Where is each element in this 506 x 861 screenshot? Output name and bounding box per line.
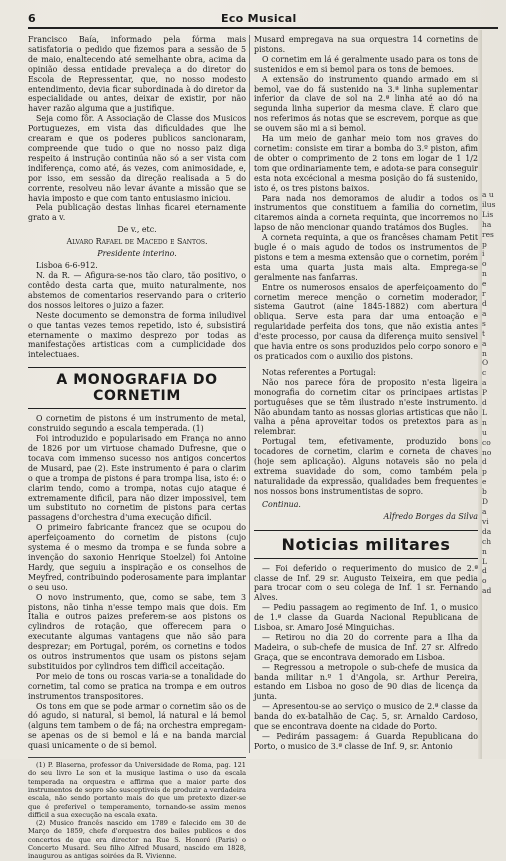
edge-fragment: o — [482, 576, 487, 586]
signature-role: Presidente interino. — [97, 249, 177, 259]
edge-fragment: p — [482, 239, 487, 249]
edge-fragment: a — [482, 507, 487, 516]
article-paragraph: A corneta requinta, a que os francêses chamam Petit bugle é o mais agudo de todos os instrumentos de pistons e tem a mesma extensão que o cornetim, porém esta uma quarta justa mais alta. Emprega-se geralmente nas fanfarras. — [254, 233, 478, 282]
edge-fragment: a — [482, 378, 487, 388]
edge-fragment: i — [482, 249, 485, 259]
article-paragraph: Entre os numerosos ensaios de aperfeiçoamento do cornetim merece menção o cornetim moderador, sistema Gautrot (aine 1845-1882) com abertura obliqua. Serve esta para dar uma entoação e regularidade perfeita dos tons, que não existia antes d'este processo, por causa da diferença muito sensivel que havia entre os sons produzidos pelo corpo sonoro e os praticados com o auxilio dos pistons. — [254, 282, 478, 361]
intro-paragraph: Seja como fôr. A Associação de Classe dos Musicos Portuguezes, em vista das dificuldades que lhe crearam e que os poderes publicos sancionaram, compreende que tudo o que no nosso paiz diga respeito á instrução continúa não só a ser vista com indiferença, como até, ás vezes, com animosidade, e, por isso, em sessão da direção realisada a 5 do corrente, resolveu não levar ávante a missão que se havia imposto e que com tanto entusiasmo iniciou. — [28, 114, 246, 203]
news-item: — Pedirám passagem: á Guarda Republicana do Porto, o musico de 3.ª classe de Inf. 9, sr. Antonio — [254, 732, 478, 751]
notes-paragraph: Portugal tem, efetivamente, produzido bons tocadores de cornetim, clarim e corneta de chaves (hoje sem aplicação). Alguns notaveis são no pela extrema suavidade do som, como também pela naturalidade da expressão, qualidades bem frequentes nos nossos bons instrumentistas de sopro. — [254, 437, 478, 496]
adjacent-page-edge — [482, 190, 506, 750]
edge-fragment: d — [482, 457, 487, 467]
place-date: Lisboa 6-6-912. — [36, 261, 98, 271]
article-paragraph: Ha um meio de ganhar meio tom nos graves do cornetim: consiste em tirar a bomba do 3.º piston, afim de obter o comprimento de 2 tons em logar de 1 1/2 tom que ordinariamente tem, e adota-se para conseguir esta nota excécional a mesma posição do fá sustenido, isto é, os tres pistons baixos. — [254, 134, 478, 193]
footnote: (1) P. Blaserna, professor da Universidade de Roma, pag. 121 do seu livro Le son et la musique lastima o uso da escala temperada na orquestra e affirma que a maior parte dos instrumentos de sopro são susceptiveis de produzir a verdadeira escala, não sendo portanto mais do que um pretexto dizer-se que é preferivel o temperamento, tornando-se assim menos difficil a sua execução na escala exata. — [28, 761, 246, 819]
edge-fragment: p — [482, 467, 487, 477]
news-item: — Apresentou-se ao serviço o musico de 2.ª classe da banda do ex-batalhão de Caç. 5, sr. Arnaldo Cardoso, que se encontrava doente na cidade do Porto. — [254, 702, 478, 732]
edge-fragment: t — [482, 328, 486, 338]
edge-fragment: a u — [482, 190, 494, 199]
article-paragraph: O cornetim de pistons é um instrumento de metal, construido segundo a escala temperada. (1) — [28, 414, 246, 434]
edge-fragment: u — [482, 427, 487, 437]
edge-fragment: r — [482, 289, 486, 299]
notes-paragraph: Não nos parece fóra de proposito n'esta ligeira monografia do cornetim citar os principaes artistas portuguêses que se têm ilustrado n'este instrumento. Não abundam tanto as nossas glorias artisticas que não valha a pêna aproveitar todos os pretextos para as relembrar. — [254, 377, 478, 437]
news-item: — Foi deferido o requerimento do musico de 2.ª classe de Inf. 29 sr. Augusto Teixeira, em que pedia para trocar com o seu colega de Inf. 1 sr. Fernando Alves. — [254, 563, 478, 603]
edge-fragment: da — [482, 526, 492, 536]
edge-fragment: n — [482, 348, 487, 358]
intro-paragraph: Pela publicação destas linhas ficarei eternamente grato a v. — [28, 203, 246, 223]
column-divider — [249, 35, 250, 753]
edge-fragment: d — [482, 398, 487, 408]
footnote: (2) Musico francês nascido em 1789 e falecido em 30 de Março de 1859, chefe d'orquestra dos bailes publicos e dos concertos de que era director na Rue S. Honoré (Paris) o Concerto Musard. Seu filho Alfred Musard, nascido em 1828, inaugurou as antigas soirées da R. Vivienne. — [28, 819, 246, 861]
edge-fragment: o — [482, 259, 487, 269]
edge-fragment: a — [482, 308, 487, 318]
header-rule — [28, 27, 498, 29]
editor-note: N. da R. — Afigura-se-nos tão claro, tão positivo, o contêdo desta carta que, muito naturalmente, nos abstemos de comentarios reservando para o criterio dos nossos leitores o juizo a fazer. — [28, 271, 246, 310]
left-column — [28, 35, 246, 861]
edge-fragment: L — [482, 556, 487, 566]
edge-fragment: d — [482, 298, 487, 308]
continua-label: Continua. — [262, 499, 301, 509]
edge-fragment: ad — [482, 586, 492, 596]
edge-fragment: e — [482, 279, 487, 289]
edge-fragment: O — [482, 358, 489, 368]
article-paragraph: A extensão do instrumento quando armado em si bemol, vae do fá sustenido na 3.ª linha suplementar inferior da clave de sol na 2.ª linha até ao dó na segunda linha superior da mesma clave. É claro que nos referimos ás notas que se escrevem, porque as que se ouvem são mi a si bemol. — [254, 74, 478, 134]
edge-fragment: e — [482, 477, 487, 487]
news-item: — Regressou a metropole o sub-chefe de musica da banda militar n.º 1 d'Angola, sr. Arthur Pereira, estando em Lisboa no goso de 90 dias de licença da junta. — [254, 662, 478, 702]
section-title-monografia: A MONOGRAFIA DO CORNETIM — [28, 367, 246, 409]
article-paragraph: Os tons em que se pode armar o cornetim são os de dó agudo, si natural, si bemol, lá natural e lá bemol (alguns tem tambem o de fá; na orchestra empregam-se apenas os de si bemol e lá e na banda marcial quasi unicamente o de si bemol. — [28, 701, 246, 751]
edge-fragment: n — [482, 417, 487, 427]
edge-fragment: Lis — [482, 209, 494, 219]
article-paragraph: Por meio de tons ou roscas varia-se a tonalidade do cornetim, tal como se pratica na trompa e em outros instrumentos transpositores. — [28, 671, 246, 701]
edge-fragment: no — [482, 447, 492, 457]
editor-note: Neste documento se demonstra de forma iniludivel o que tantas vezes temos repetido, isto é, subsistirá eternamente o maximo desprezo por todas as manifestações artisticas com a cumplicidade dos intelectuaes. — [28, 310, 246, 360]
letter-closing: De v., etc. — [117, 225, 157, 235]
notes-heading: Notas referentes a Portugal: — [262, 367, 376, 377]
news-item: — Pediu passagem ao regimento de Inf. 1, o musico de 1.ª classe da Guarda Nacional Republicana de Lisboa, sr. Amaro José Minguichas. — [254, 603, 478, 633]
edge-fragment: co — [482, 437, 491, 447]
edge-fragment: d — [482, 566, 487, 576]
letter-signature: Alvaro Rafael de Macedo e Santos. — [66, 237, 208, 247]
edge-fragment: c — [482, 368, 487, 378]
edge-fragment: s — [482, 318, 486, 328]
right-column — [254, 35, 478, 755]
edge-fragment: D — [482, 497, 489, 507]
edge-fragment: ha — [482, 219, 492, 229]
article-paragraph: Musard empregava na sua orquestra 14 cornetins de pistons. — [254, 35, 478, 54]
edge-fragment: res — [482, 229, 494, 239]
edge-fragment: ilus — [482, 199, 496, 209]
news-item: — Retirou no dia 20 do corrente para a Ilha da Madeira, o sub-chefe de musica de Inf. 27 sr. Alfredo Graça, que se encontrava demorado em Lisboa. — [254, 632, 478, 662]
page-header — [28, 10, 498, 28]
edge-fragment: P — [482, 388, 488, 398]
edge-fragment: L — [482, 407, 487, 417]
edge-fragment: b — [482, 487, 487, 497]
intro-paragraph: Francisco Baía, informado pela fórma mais satisfatoria o pedido que fizemos para a sessão de 5 de maio, enaltecendo até semelhante obra, acima da opinião dessa entidade prevaleça a do diretor do Escola de Repressentar, que, no nosso modesto entendimento, devia ficar subordinada à do diretor da especialidade ou antes, deixar de existir, por não haver razão alguma que a justifique. — [28, 35, 246, 114]
edge-fragment: n — [482, 546, 487, 556]
article-paragraph: Para nada nos demoramos de aludir a todos os instrumentos que constituem a familia do cornetim, citaremos ainda a corneta requinta, que incorremos no lapso de não mencionar quando tratámos dos Bugles. — [254, 193, 478, 233]
edge-fragment: ch — [482, 536, 492, 546]
article-author: Alfredo Borges da Silva — [383, 511, 478, 521]
article-paragraph: O cornetim em lá é geralmente usado para os tons de sustenidos e em si bemol para os tons de bemoes. — [254, 54, 478, 74]
publication-title: Eco Musical — [221, 12, 297, 25]
article-paragraph: O primeiro fabricante francez que se ocupou do aperfeiçoamento do cornetim de pistons (cujo systema é o mesmo da trompa e se funda sobre a invenção do saxonio Henrique Stoelzel) foi Antoine Hardy, que seguiu a inspiração e os conselhos de Meyfred, contribuindo poderosamente para implantar o seu uso. — [28, 523, 246, 592]
edge-fragment: n — [482, 269, 487, 279]
edge-fragment: a — [482, 338, 487, 348]
section-title-noticias: Noticias militares — [254, 530, 478, 559]
edge-fragment: vi — [482, 516, 489, 526]
article-paragraph: Foi introduzido e popularisado em França no anno de 1826 por um virtuose chamado Dufresne, que o tocava com immenso sucesso nos antigos concertos de Musard, pae (2). Este instrumento é para o clarim o que a trompa de pistons é para trompa lisa, isto é: o clarim tendo, como a trompa, notas cujo ataque é extremamente dificil, para não dizer impossivel, tem um substituto no cornetim de pistons para certas passagens d'orchestra d'uma execução dificil. — [28, 434, 246, 523]
footnotes — [28, 757, 246, 861]
article-paragraph: O novo instrumento, que, como se sabe, tem 3 pistons, não tinha n'esse tempo mais que dois. Em Italia e outros paizes preferem-se aos pistons os cylindros de rotação, que offerecem para o executante algumas vantagens que não são para desprezar; em Portugal, porém, os cornetins e todos os outros instrumentos que usam os pistons sejam substituidos por cylindros tem difficil acceitação. — [28, 592, 246, 671]
page-number: 6 — [28, 12, 36, 25]
